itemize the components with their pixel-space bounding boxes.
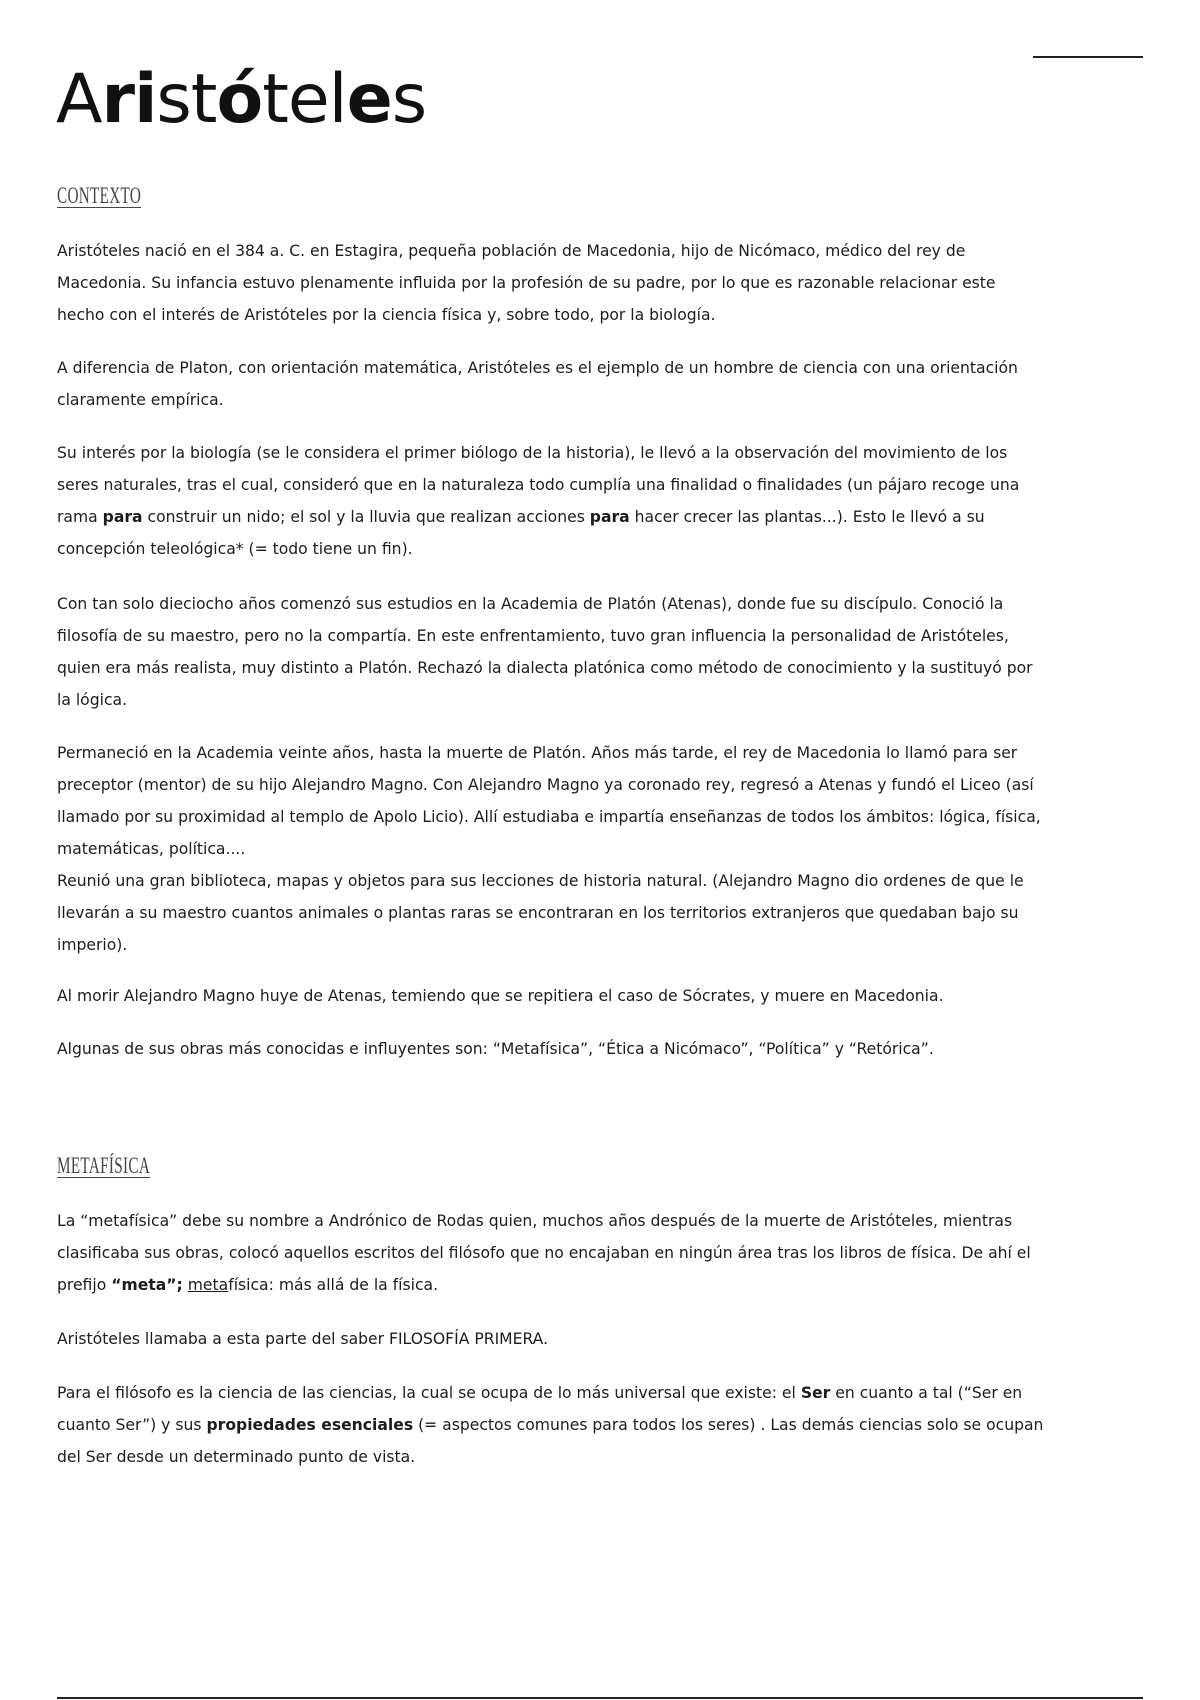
paragraph-empirical: A diferencia de Platon, con orientación matemática, Aristóteles es el ejemplo de un hombre de ciencia con una orientación claramente empírica. bbox=[57, 359, 1018, 409]
science-bold-ser: Ser bbox=[800, 1384, 831, 1402]
title-part-3: st bbox=[156, 60, 217, 139]
science-text-c: en cuanto a tal (“Ser en cuanto Ser”) y sus bbox=[57, 1384, 1023, 1434]
teleology-text-a: Su interés por la biología (se le considera el primer biólogo de la historia), le llevó a la observación del movimiento de los seres naturales, tras el cual, consideró que en la naturaleza todo cumplía una finalidad o finalidades (un pájaro recoge una rama bbox=[57, 444, 1020, 526]
lyceum-text-b: Reunió una gran biblioteca, mapas y objetos para sus lecciones de historia natural. (Alejandro Magno dio ordenes de que le llevarán a su maestro cuantos animales o plantas raras se encontraran en los territorios extranjeros que quedaban bajo su imperio). bbox=[57, 872, 1024, 954]
paragraph-academy: Con tan solo dieciocho años comenzó sus estudios en la Academia de Platón (Atenas), donde fue su discípulo. Conoció la filosofía de su maestro, pero no la compartía. En este enfrentamiento, tuvo gran influencia la personalidad de Aristóteles, quien era más realista, muy distinto a Platón. Rechazó la dialecta platónica como método de conocimiento y la sustituyó por la lógica. bbox=[57, 595, 1033, 709]
section-heading-metafisica: METAFÍSICA bbox=[57, 1153, 151, 1178]
science-text-a: Para el filósofo es la ciencia de las ciencias, la cual se ocupa de lo más universal que existe: el bbox=[57, 1384, 801, 1402]
metaphysics-bold-meta: “meta”; bbox=[111, 1276, 183, 1294]
paragraph-first-philosophy: Aristóteles llamaba a esta parte del saber FILOSOFÍA PRIMERA. bbox=[57, 1330, 549, 1348]
paragraph-teleology bbox=[57, 437, 1047, 565]
paragraph-lyceum bbox=[57, 737, 1047, 961]
title-part-2: ri bbox=[101, 60, 157, 139]
teleology-text-d: hacer crecer las plantas...). Esto le llevó a su concepción teleológica* (= todo tiene un fin). bbox=[57, 508, 985, 558]
science-text-d: (= aspectos comunes para todos los seres) . Las demás ciencias solo se ocupan del Ser desde un determinado punto de vista. bbox=[57, 1416, 1044, 1466]
lyceum-text-a: Permaneció en la Academia veinte años, hasta la muerte de Platón. Años más tarde, el rey de Macedonia lo llamó para ser preceptor (mentor) de su hijo Alejandro Magno. Con Alejandro Magno ya coronado rey, regresó a Atenas y fundó el Liceo (así llamado por su proximidad al templo de Apolo Licio). Allí estudiaba e impartía enseñanzas de todos los ámbitos: lógica, física, matemáticas, política.... bbox=[57, 744, 1041, 858]
teleology-text-c: construir un nido; el sol y la lluvia que realizan acciones bbox=[142, 508, 590, 526]
title-part-6: e bbox=[346, 60, 392, 139]
science-bold-propiedades: propiedades esenciales bbox=[206, 1416, 414, 1434]
paragraph-death: Al morir Alejandro Magno huye de Atenas, temiendo que se repitiera el caso de Sócrates, y muere en Macedonia. bbox=[57, 987, 944, 1005]
paragraph-metaphysics-name bbox=[57, 1205, 1047, 1301]
paragraph-birth: Aristóteles nació en el 384 a. C. en Estagira, pequeña población de Macedonia, hijo de Nicómaco, médico del rey de Macedonia. Su infancia estuvo plenamente influida por la profesión de su padre, por lo que es razonable relacionar este hecho con el interés de Aristóteles por la ciencia física y, sobre todo, por la biología. bbox=[57, 242, 996, 324]
title-part-5: tel bbox=[262, 60, 347, 139]
metaphysics-text-d: física: más allá de la física. bbox=[228, 1276, 439, 1294]
section-heading-contexto: CONTEXTO bbox=[57, 183, 142, 208]
teleology-bold-para-2: para bbox=[589, 508, 630, 526]
metaphysics-underlined-meta: meta bbox=[187, 1276, 229, 1294]
top-right-rule bbox=[1033, 56, 1143, 58]
title-part-4: ó bbox=[216, 60, 263, 139]
page-title bbox=[56, 60, 426, 140]
metaphysics-text-a: La “metafísica” debe su nombre a Andrónico de Rodas quien, muchos años después de la muerte de Aristóteles, mientras clasificaba sus obras, colocó aquellos escritos del filósofo que no encajaban en ningún área tras los libros de física. De ahí el prefijo bbox=[57, 1212, 1031, 1294]
paragraph-works: Algunas de sus obras más conocidas e influyentes son: “Metafísica”, “Ética a Nicómaco”, “Política” y “Retórica”. bbox=[57, 1040, 934, 1058]
bottom-rule bbox=[57, 1697, 1143, 1699]
teleology-bold-para-1: para bbox=[102, 508, 143, 526]
title-part-7: s bbox=[391, 60, 427, 139]
title-part-1: A bbox=[56, 60, 102, 139]
paragraph-science-of-sciences bbox=[57, 1377, 1047, 1473]
